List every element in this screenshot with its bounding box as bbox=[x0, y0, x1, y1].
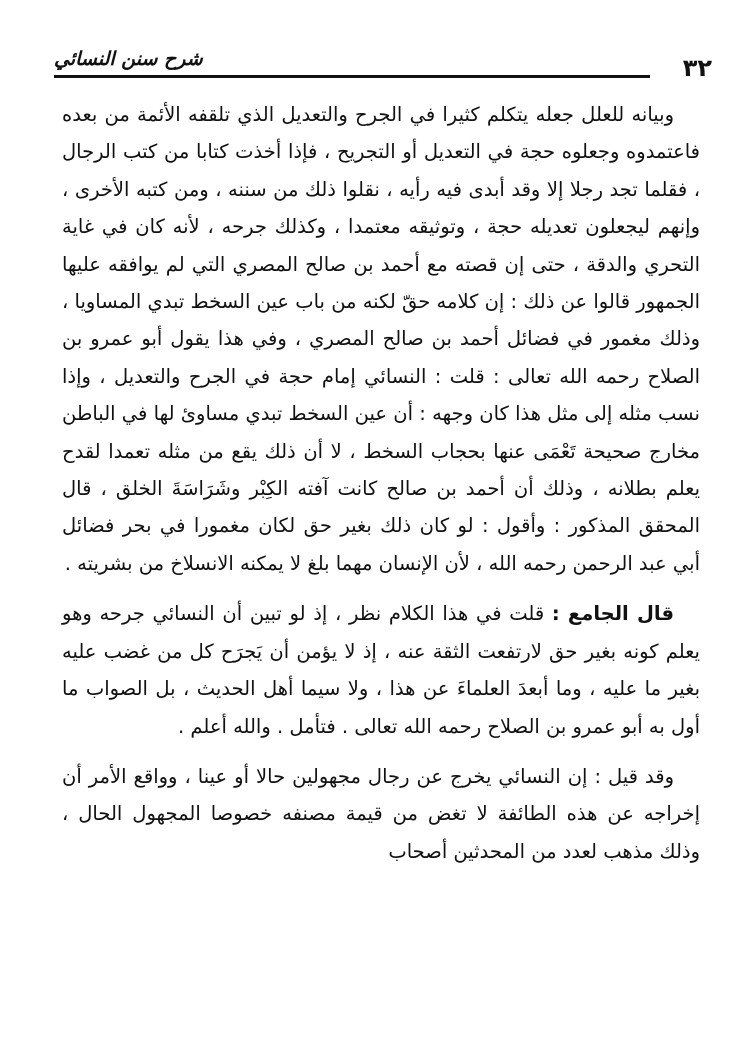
running-header-title: شرح سنن النسائي bbox=[54, 48, 203, 70]
paragraph-2-lead: قال الجامع : bbox=[551, 602, 674, 626]
paragraph-2 bbox=[62, 595, 700, 745]
paragraph-3: وقد قيل : إن النسائي يخرج عن رجال مجهولين حالا أو عينا ، وواقع الأمر أن إخراجه عن هذه الطائفة لا تغض من قيمة مصنفه خصوصا المجهول الحال ، وذلك مذهب لعدد من المحدثين أصحاب bbox=[62, 764, 700, 863]
running-header bbox=[54, 48, 712, 88]
body-text bbox=[62, 96, 700, 883]
paragraph-1: وبيانه للعلل جعله يتكلم كثيرا في الجرح والتعديل الذي تلقفه الأئمة من بعده فاعتمدوه وجعلوه حجة في التعديل أو التجريح ، فإذا أخذت كتابا من كتب الرجال ، فقلما تجد رجلا إلا وقد أبدى فيه رأيه ، نقلوا ذلك من سننه ، ومن كتبه الأخرى ، وإنهم ليجعلون تعديله حجة ، وتوثيقه معتمدا ، وكذلك جرحه ، لأنه كان في غاية التحري والدقة ، حتى إن قصته مع أحمد بن صالح المصري التي لم يوافقه عليها الجمهور قالوا عن ذلك : إن كلامه حقّ لكنه من باب عين السخط تبدي المساويا ، وذلك مغمور في فضائل أحمد بن صالح المصري ، وفي هذا يقول أبو عمرو بن الصلاح رحمه الله تعالى : قلت : النسائي إمام حجة في الجرح والتعديل ، وإذا نسب مثله إلى مثل هذا كان وجهه : أن عين السخط تبدي مساوئ لها في الباطن مخارج صحيحة تَعْمَى عنها بحجاب السخط ، لا أن ذلك يقع من مثله تعمدا لقدح يعلم بطلانه ، وذلك أن أحمد بن صالح كانت آفته الكِبْر وشَرَاسَةَ الخلق ، قال المحقق المذكور : وأقول : لو كان ذلك بغير حق لكان مغمورا في بحر فضائل أبي عبد الرحمن رحمه الله ، لأن الإنسان مهما بلغ لا يمكنه الانسلاخ من بشريته . bbox=[62, 103, 700, 575]
paragraph-2-text: قلت في هذا الكلام نظر ، إذ لو تبين أن النسائي جرحه وهو يعلم كونه بغير حق لارتفعت الثقة عنه ، إذ لا يؤمن أن يَجرَح كل من غضب عليه بغير ما عليه ، وما أبعدَ العلماءَ عن هذا ، ولا سيما أهل الحديث ، بل الصواب ما أول به أبو عمرو بن الصلاح رحمه الله تعالى . فتأمل . والله أعلم . bbox=[62, 602, 700, 738]
header-rule bbox=[54, 75, 650, 78]
page-number: ٣٢ bbox=[682, 54, 712, 82]
